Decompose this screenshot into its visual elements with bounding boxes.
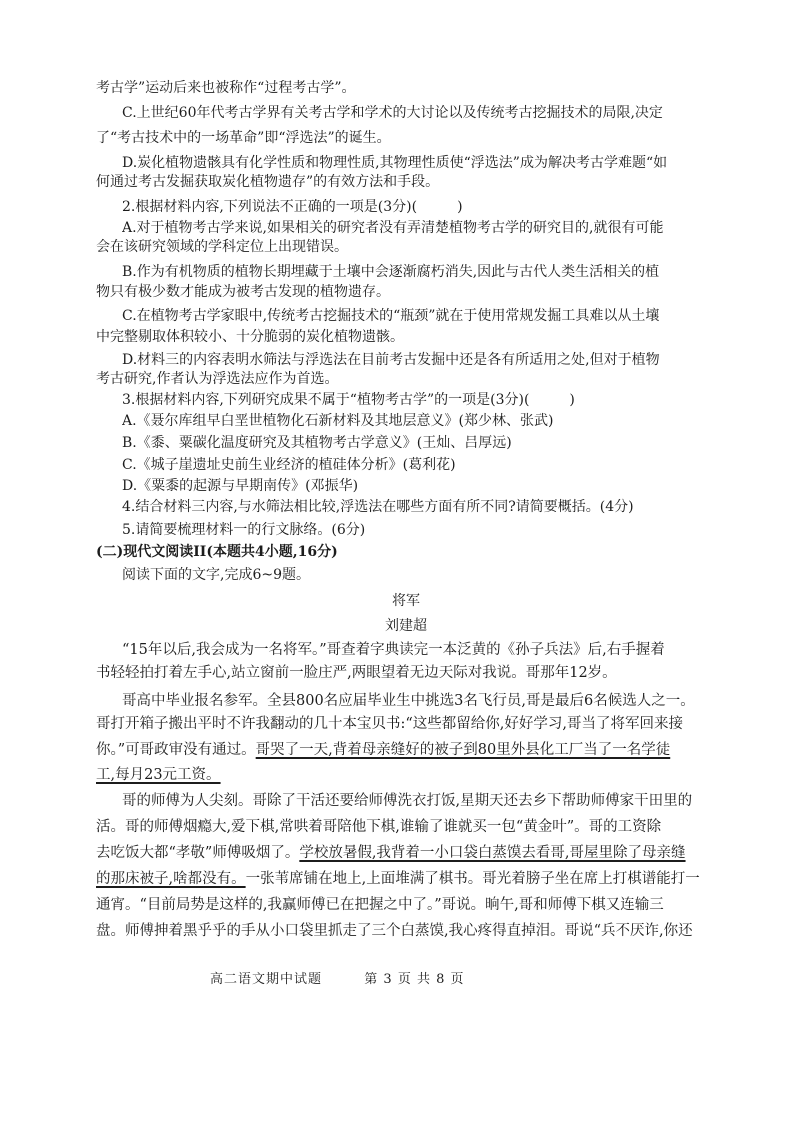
q1-option-d-line1: D.炭化植物遗骸具有化学性质和物理性质,其物理性质使“浮选法”成为解决考古学难题“如 [122, 155, 668, 171]
q1-option-c-line1: C.上世纪60年代考古学界有关考古学和学术的大讨论以及传统考古挖掘技术的局限,决定 [122, 105, 663, 121]
story-underlined-sentence-2a: 学校放暑假,我背着一小口袋白蒸馍去看哥,哥屋里除了母亲缝 [299, 845, 686, 861]
story-underlined-sentence-1a: 哥哭了一天,背着母亲缝好的被子到80里外县化工厂当了一名学徒 [255, 742, 671, 758]
q4-question: 4.结合材料三内容,与水筛法相比较,浮选法在哪些方面有所不同?请简要概括。(4分) [122, 499, 634, 515]
q1-option-d-line2: 何通过考古发掘获取炭化植物遗存”的有效方法和手段。 [96, 174, 440, 190]
story-underlined-sentence-2b: 的那床被子,啥都没有。 [96, 871, 246, 887]
story-p2-line4 [96, 765, 716, 785]
q2-option-a-line2: 会在该研究领域的学科定位上出现错误。 [96, 239, 348, 255]
q2-option-a-line1: A.对于植物考古学来说,如果相关的研究者没有弄清楚植物考古学的研究目的,就很有可能 [122, 220, 664, 236]
story-author: 刘建超 [385, 618, 427, 634]
q1-option-c-line2: 了“考古技术中的一场革命”即“浮选法”的诞生。 [96, 130, 391, 146]
story-underlined-sentence-1b: 工,每月23元工资。 [96, 767, 221, 783]
page-footer [210, 970, 630, 990]
q3-stem-text: 3.根据材料内容,下列研究成果不属于“植物考古学”的一项是(3分)( [122, 392, 530, 408]
story-p3-line2: 活。哥的师傅烟瘾大,爱下棋,常哄着哥陪他下棋,谁输了谁就买一包“黄金叶”。哥的工资除 [96, 819, 662, 835]
q2-option-b-line2: 物只有极少数才能成为被考古发现的植物遗存。 [96, 284, 390, 300]
q3-option-b: B.《黍、粟碳化温度研究及其植物考古学意义》(王灿、吕厚远) [122, 435, 512, 451]
story-p3-line5: 通宵。“目前局势是这样的,我赢师傅已在把握之中了。”哥说。晌午,哥和师傅下棋又连输三 [96, 897, 664, 913]
q2-option-c-line1: C.在植物考古学家眼中,传统考古挖掘技术的“瓶颈”就在于使用常规发掘工具难以从土壤 [122, 308, 660, 324]
story-p2-line1: 哥高中毕业报名参军。全县800名应届毕业生中挑选3名飞行员,哥是最后6名候选人之一。 [122, 693, 695, 709]
story-p2-line2: 哥打开箱子搬出平时不许我翻动的几十本宝贝书:“这些都留给你,好好学习,哥当了将军回来接 [96, 716, 684, 732]
story-p1-line1: “15年以后,我会成为一名将军。”哥查着字典读完一本泛黄的《孙子兵法》后,右手握着 [122, 642, 665, 658]
story-p3-line6: 盘。师傅抻着黑乎乎的手从小口袋里抓走了三个白蒸馍,我心疼得直掉泪。哥说“兵不厌诈,你还 [96, 923, 693, 939]
story-p2-line3-plain: 你。”可哥政审没有通过。 [96, 742, 256, 758]
q2-option-c-line2: 中完整剔取体积较小、十分脆弱的炭化植物遗骸。 [96, 329, 404, 345]
story-p3-line3-plain: 去吃饭大都“孝敬”师傅吸烟了。 [96, 845, 300, 861]
q5-question: 5.请简要梳理材料一的行文脉络。(6分) [122, 522, 366, 538]
story-p1-line2: 书轻轻拍打着左手心,站立窗前一脸庄严,两眼望着无边天际对我说。哥那年12岁。 [96, 665, 617, 681]
q2-stem-close: ) [457, 199, 463, 215]
story-p3-line1: 哥的师傅为人尖刻。哥除了干活还要给师傅洗衣打饭,星期天还去乡下帮助师傅家干田里的 [122, 793, 693, 809]
story-p3-line4 [96, 869, 716, 889]
q3-option-c: C.《城子崖遗址史前生业经济的植硅体分析》(葛利花) [122, 457, 456, 473]
q2-option-b-line1: B.作为有机物质的植物长期埋藏于土壤中会逐渐腐朽消失,因此与古代人类生活相关的植 [122, 264, 660, 280]
story-p3-line3 [96, 843, 716, 863]
section2-heading: (二)现代文阅读II(本题共4小题,16分) [96, 544, 338, 560]
q2-stem [122, 197, 716, 217]
q3-stem-close: ) [569, 392, 575, 408]
q2-option-d-line2: 考古研究,作者认为浮选法应作为首选。 [96, 371, 339, 387]
q2-option-d-line1: D.材料三的内容表明水筛法与浮选法在目前考古发掘中还是各有所适用之处,但对于植物 [122, 352, 660, 368]
footer-page-number: 第 3 页 共 8 页 [364, 972, 465, 987]
q2-stem-text: 2.根据材料内容,下列说法不正确的一项是(3分)( [122, 199, 418, 215]
q3-option-a: A.《聂尔库组早白垩世植物化石新材料及其地层意义》(郑少林、张武) [122, 413, 554, 429]
footer-exam-name: 高二语文期中试题 [210, 972, 323, 987]
section2-instruction: 阅读下面的文字,完成6~9题。 [122, 567, 310, 583]
story-p3-line4-plain: 一张苇席铺在地上,上面堆满了棋书。哥光着膀子坐在席上打棋谱能打一 [245, 871, 700, 887]
story-title: 将军 [392, 593, 420, 609]
q1-continuation-line: 考古学”运动后来也被称作“过程考古学”。 [96, 80, 356, 96]
q3-stem [122, 390, 716, 410]
q3-option-d: D.《粟黍的起源与早期南传》(邓振华) [122, 478, 359, 494]
story-p2-line3 [96, 740, 716, 760]
